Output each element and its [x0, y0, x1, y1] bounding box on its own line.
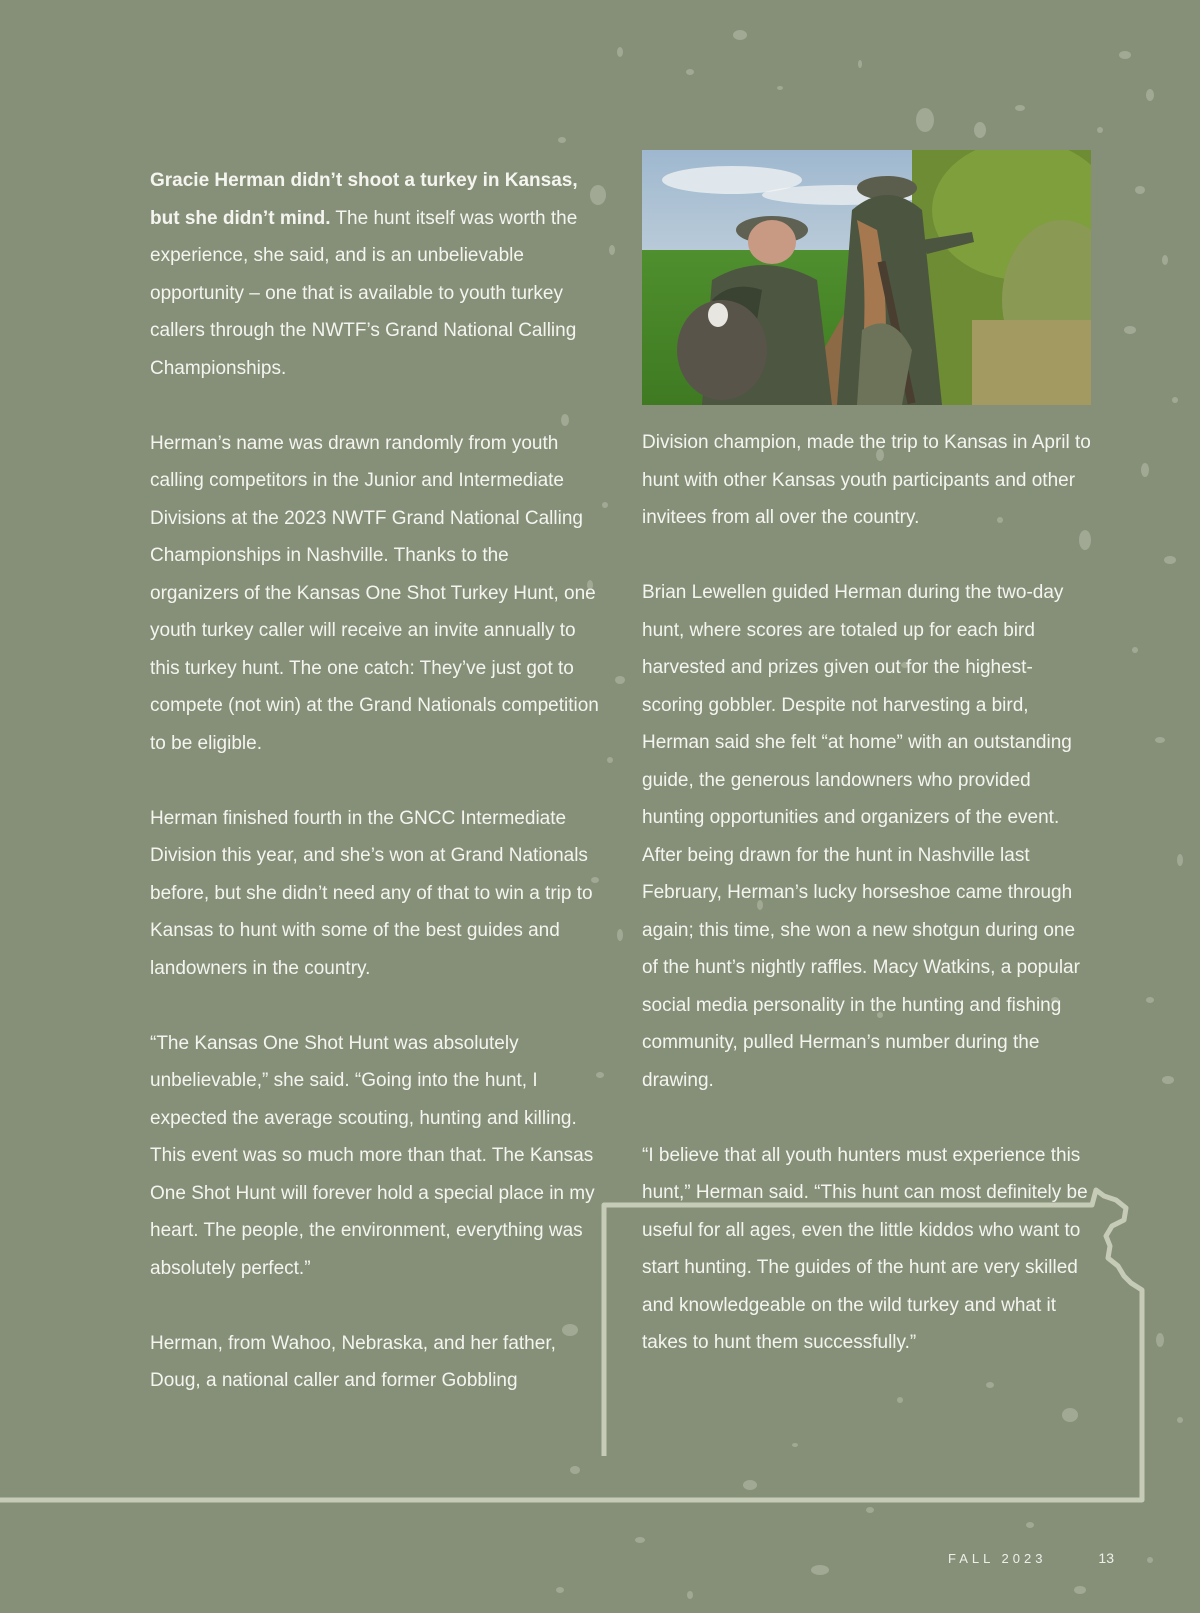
issue-label: FALL 2023: [948, 1551, 1047, 1566]
lead-bold-text: Gracie Herman didn’t shoot a turkey in Kansas, but she didn’t mind.: [150, 170, 578, 229]
article-right-column: [642, 424, 1092, 1399]
lead-text: The hunt itself was worth the experience, she said, and is an unbelievable opportunity – one that is available to youth turkey callers through the NWTF’s Grand National Calling Championships.: [150, 207, 578, 379]
article-left-column: [150, 162, 600, 1437]
lead-paragraph: [150, 162, 600, 387]
body-paragraph: Division champion, made the trip to Kansas in April to hunt with other Kansas youth participants and other invitees from all over the country.: [642, 432, 1091, 528]
body-paragraph: Herman’s name was drawn randomly from youth calling competitors in the Junior and Intermediate Divisions at the 2023 NWTF Grand National Calling Championships in Nashville. Thanks to the organizers of the Kansas One Shot Turkey Hunt, one youth turkey caller will receive an invite annually to this turkey hunt. The one catch: They’ve just got to compete (not win) at the Grand Nationals competition to be eligible.: [150, 432, 599, 754]
body-paragraph: Herman finished fourth in the GNCC Intermediate Division this year, and she’s won at Grand Nationals before, but she didn’t need any of that to win a trip to Kansas to hunt with some of the best guides and landowners in the country.: [150, 807, 593, 979]
body-paragraph: Herman, from Wahoo, Nebraska, and her father, Doug, a national caller and former Gobbling: [150, 1332, 556, 1391]
pull-quote: “I believe that all youth hunters must experience this hunt,” Herman said. “This hunt can most definitely be useful for all ages, even the little kiddos who want to start hunting. The guides of the hunt are very skilled and knowledgeable on the wild turkey and what it takes to hunt them successfully.”: [642, 1144, 1088, 1353]
page-number: 13: [1098, 1550, 1114, 1566]
body-paragraph: Brian Lewellen guided Herman during the two-day hunt, where scores are totaled up for each bird harvested and prizes given out for the highest-scoring gobbler. Despite not harvesting a bird, Herman said she felt “at home” with an outstanding guide, the generous landowners who provided hunting opportunities and organizers of the event. After being drawn for the hunt in Nashville last February, Herman’s lucky horseshoe came through again; this time, she won a new shotgun during one of the hunt’s nightly raffles. Macy Watkins, a popular social media personality in the hunting and fishing community, pulled Herman’s number during the drawing.: [642, 582, 1080, 1091]
quote-paragraph: “The Kansas One Shot Hunt was absolutely unbelievable,” she said. “Going into the hunt, I expected the average scouting, hunting and killing. This event was so much more than that. The Kansas One Shot Hunt will forever hold a special place in my heart. The people, the environment, everything was absolutely perfect.”: [150, 1032, 595, 1279]
page-footer: [948, 1550, 1114, 1566]
hunters-photo: [642, 150, 1091, 405]
